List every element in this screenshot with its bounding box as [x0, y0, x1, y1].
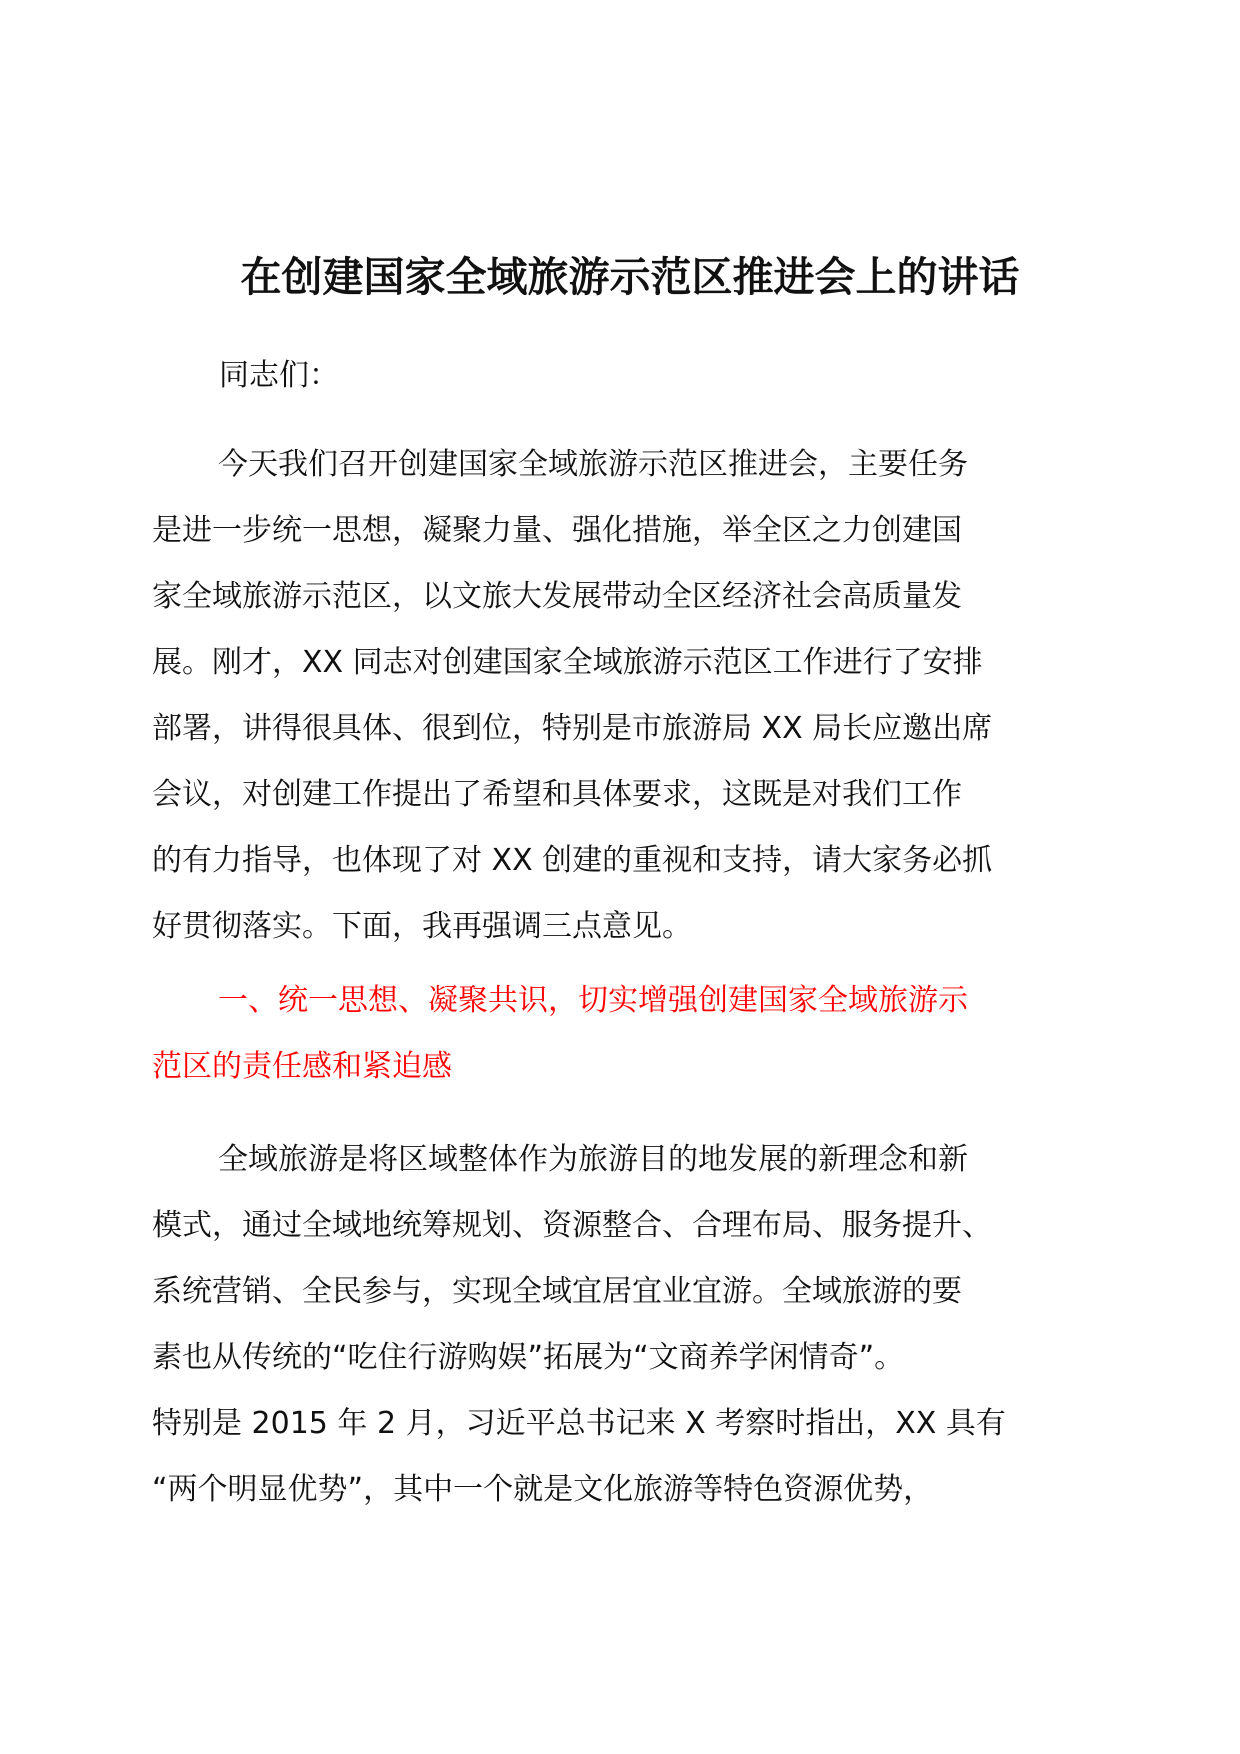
- paragraph-line: 家全域旅游示范区，以文旅大发展带动全区经济社会高质量发: [152, 579, 962, 614]
- paragraph-line: 部署，讲得很具体、很到位，特别是市旅游局 XX 局长应邀出席: [152, 711, 993, 746]
- paragraph-line: 展。刚才，XX 同志对创建国家全域旅游示范区工作进行了安排: [152, 645, 983, 680]
- paragraph-line: 系统营销、全民参与，实现全域宜居宜业宜游。全域旅游的要: [152, 1274, 962, 1309]
- heading-line: 范区的责任感和紧迫感: [152, 1049, 452, 1084]
- paragraph-line: 会议，对创建工作提出了希望和具体要求，这既是对我们工作: [152, 777, 962, 812]
- paragraph-opening: [152, 432, 1092, 960]
- paragraph-line: 好贯彻落实。下面，我再强调三点意见。: [152, 909, 692, 944]
- document-title: 在创建国家全域旅游示范区推进会上的讲话: [240, 253, 1020, 301]
- salutation: 同志们：: [219, 358, 339, 393]
- section-heading: [152, 968, 1092, 1100]
- paragraph-line: 今天我们召开创建国家全域旅游示范区推进会，主要任务: [218, 447, 968, 482]
- paragraph-line: 模式，通过全域地统筹规划、资源整合、合理布局、服务提升、: [152, 1208, 992, 1243]
- paragraph-line: 是进一步统一思想，凝聚力量、强化措施，举全区之力创建国: [152, 513, 962, 548]
- paragraph-line: 特别是 2015 年 2 月，习近平总书记来 X 考察时指出，XX 具有: [152, 1406, 1006, 1441]
- paragraph-line: 素也从传统的“吃住行游购娱”拓展为“文商养学闲情奇”。: [152, 1340, 905, 1375]
- paragraph-line: “两个明显优势”，其中一个就是文化旅游等特色资源优势，: [152, 1472, 934, 1507]
- heading-line: 一、统一思想、凝聚共识，切实增强创建国家全域旅游示: [218, 983, 968, 1018]
- paragraph-line: 全域旅游是将区域整体作为旅游目的地发展的新理念和新: [218, 1142, 968, 1177]
- paragraph-line: 的有力指导，也体现了对 XX 创建的重视和支持，请大家务必抓: [152, 843, 993, 878]
- paragraph-body: [152, 1127, 1092, 1523]
